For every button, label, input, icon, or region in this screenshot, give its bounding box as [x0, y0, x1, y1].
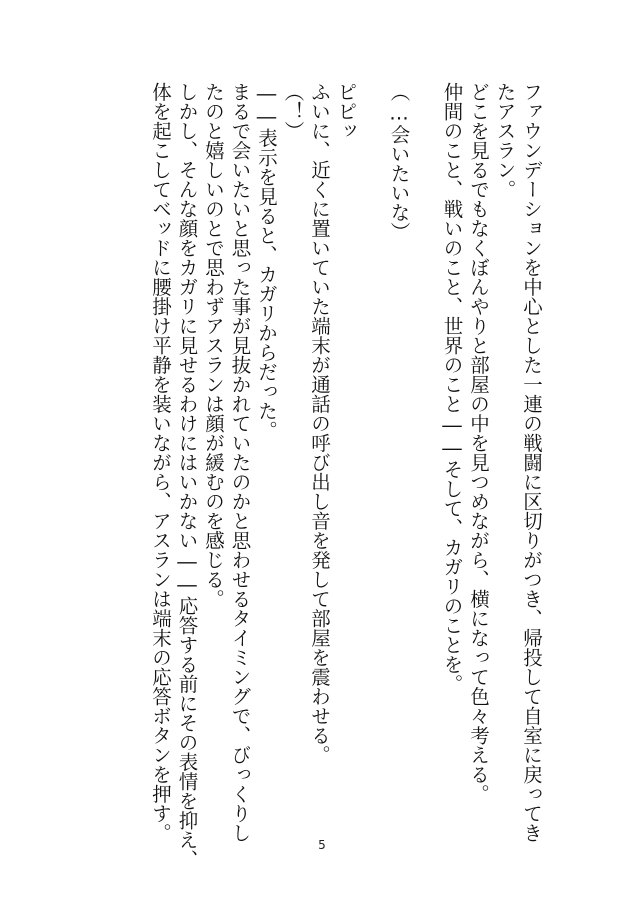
text-line: たアスラン。: [493, 82, 517, 199]
blank-line: [412, 82, 439, 742]
text-line: しかし、そんな顔をカガリに見せるわけにはいかない――応答する前にその表情を抑え、: [175, 82, 199, 869]
text-line: 仲間のこと、戦いのこと、世界のこと――そして、カガリのことを。: [440, 82, 464, 694]
text-line: 体を起こしてベッドに腰掛け平静を装いながら、アスランは端末の応答ボタンを押す。: [149, 82, 172, 843]
page-number: 5: [318, 838, 326, 852]
text-line: たのと嬉しいのとで思わずアスランは顔が緩むのを感じる。: [202, 82, 225, 609]
text-line: ふいに、近くに置いていた端末が通話の呼び出し音を発して部屋を震わせる。: [308, 82, 331, 765]
text-line: どこを見るでもなくぼんやりと部屋の中を見つめながら、横になって色々考える。: [467, 82, 490, 804]
vertical-text-body: [147, 82, 545, 869]
text-line: ――表示を見ると、カガリからだった。: [255, 82, 278, 440]
text-line: まるで会いたいと思った事が見抜かれていたのかと思わせるタイミングで、びっくりし: [228, 82, 252, 843]
text-line: （！）: [281, 82, 305, 141]
text-line: ファウンデーションを中心とした一連の戦闘に区切りがつき、帰投して自室に戻ってき: [520, 82, 543, 843]
blank-line: [359, 82, 386, 742]
text-line: ピピッ: [334, 82, 358, 141]
text-line: （…会いたいな）: [387, 82, 411, 242]
